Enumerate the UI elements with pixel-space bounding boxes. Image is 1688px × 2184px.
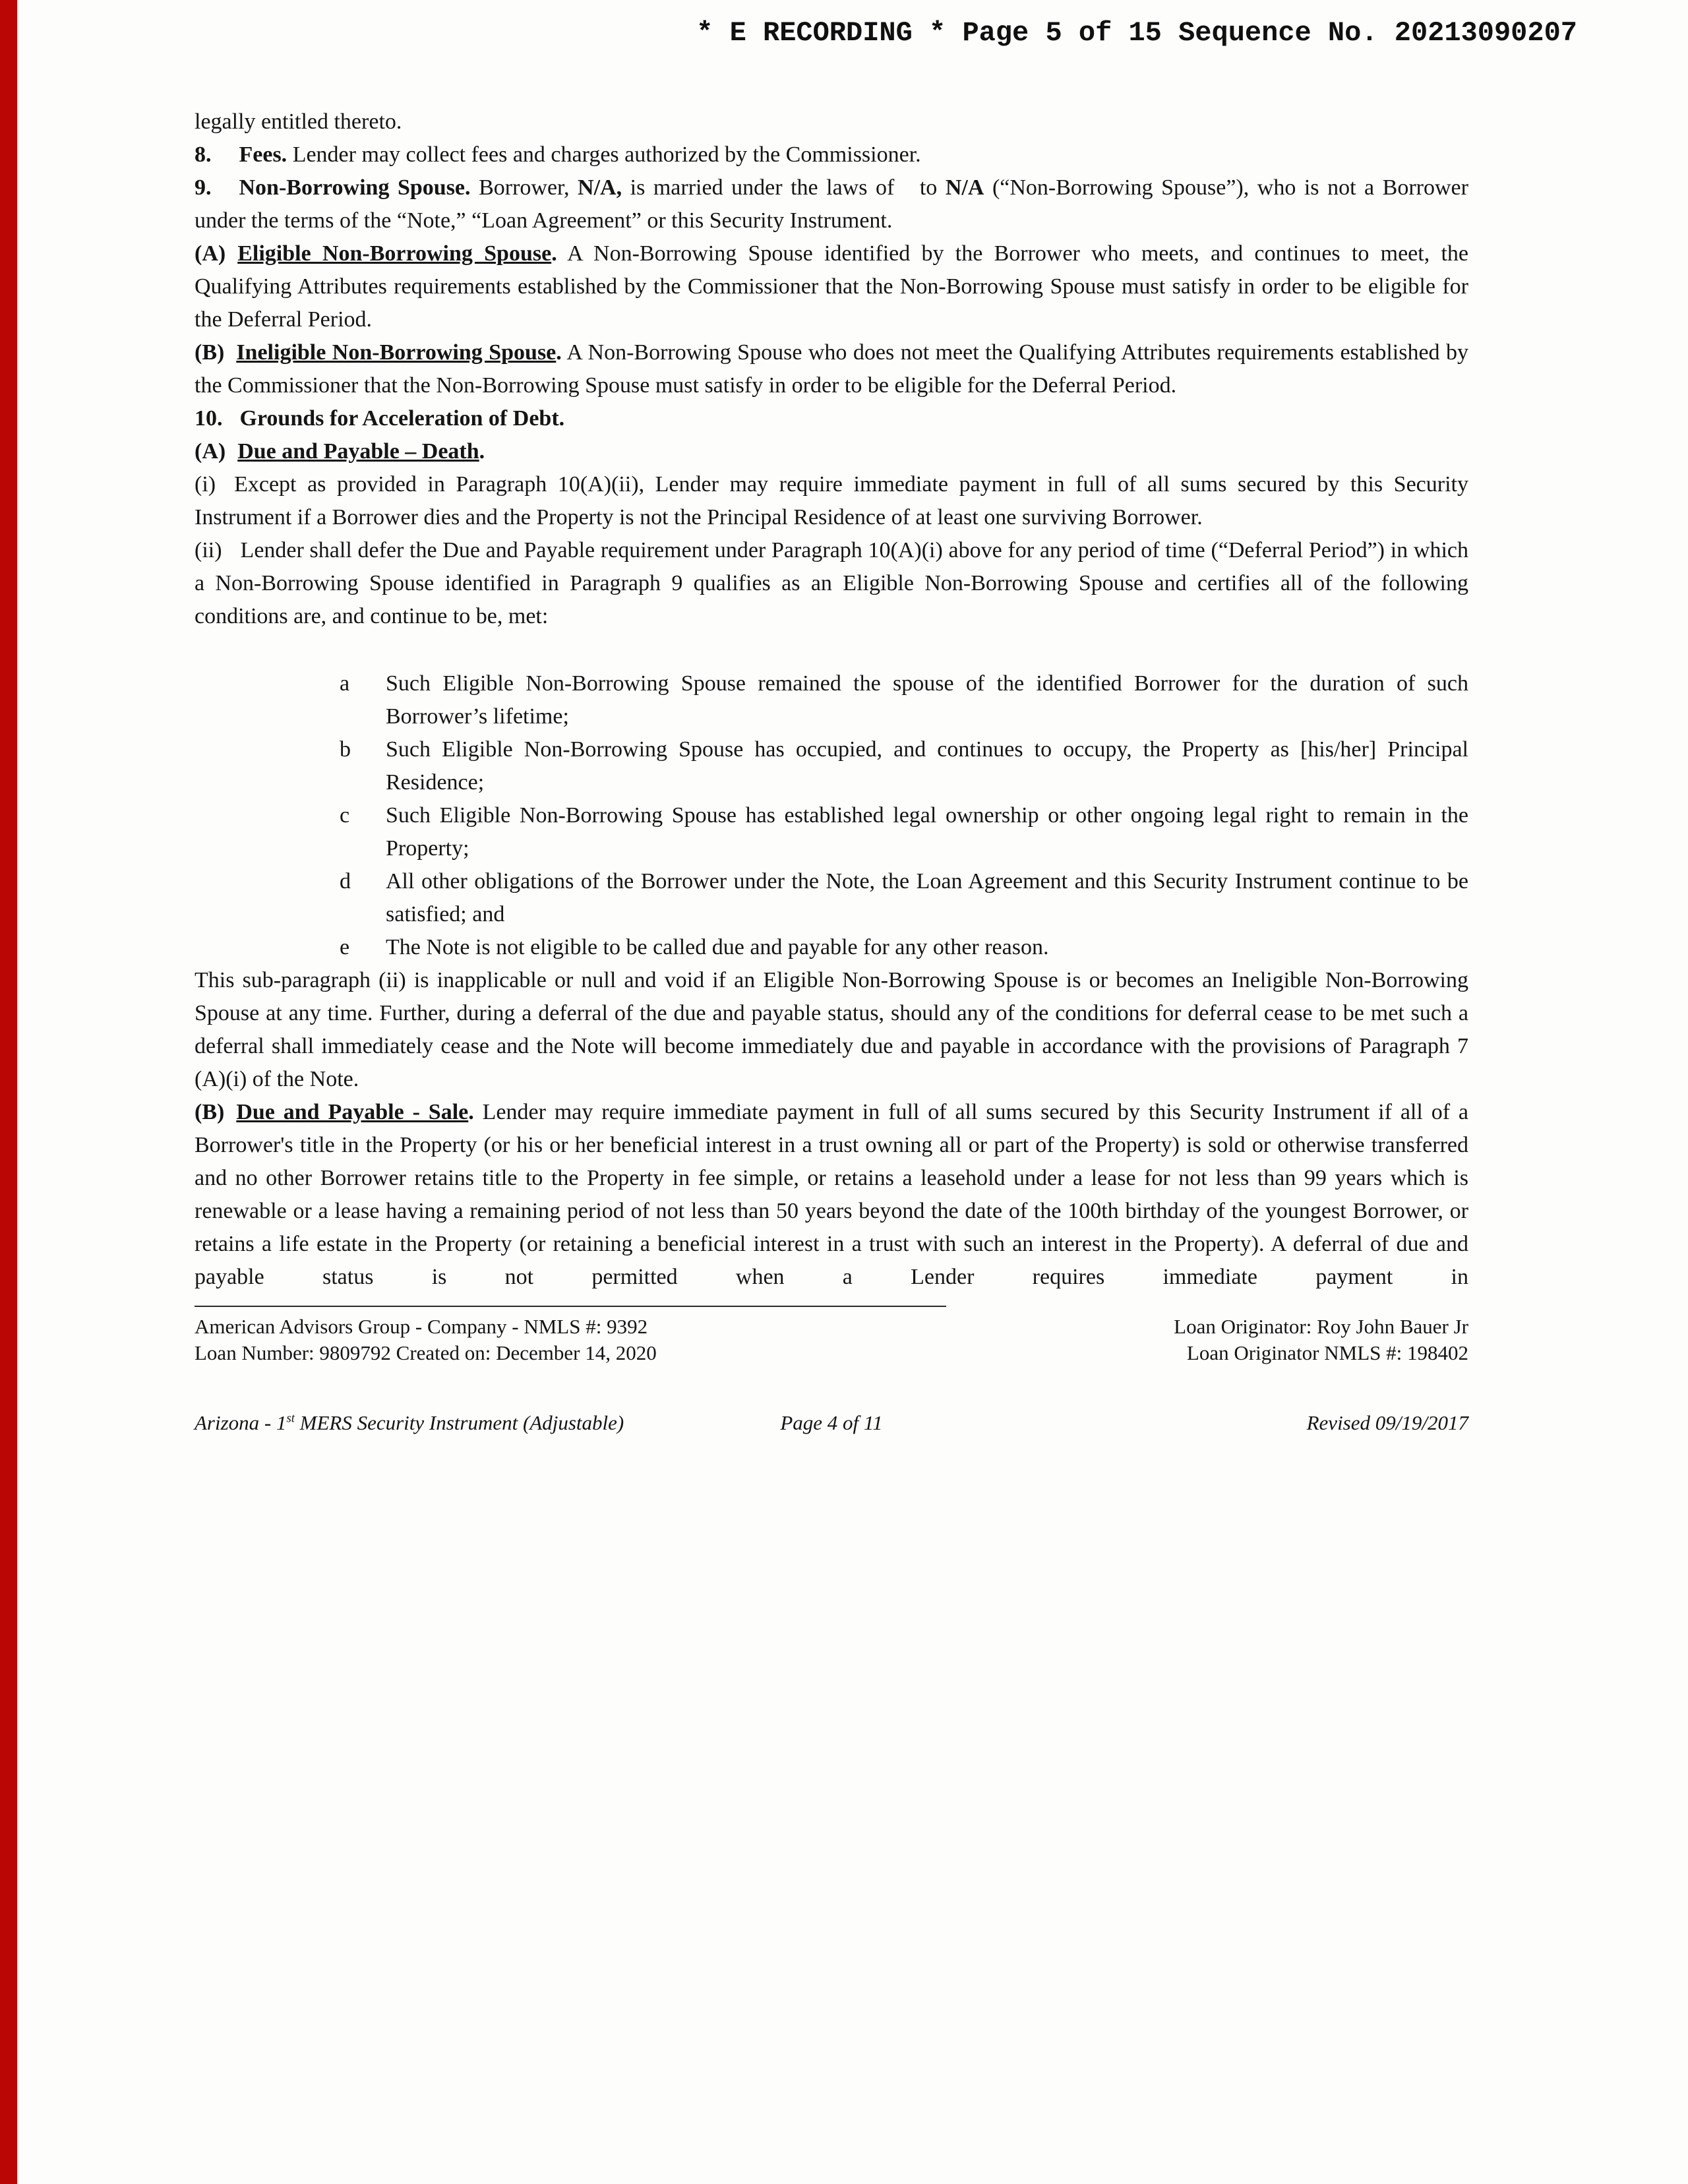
document-title [195, 1410, 729, 1436]
section-9b-text: A Non-Borrowing Spouse who does not meet the Qualifying Attributes requirements established by the Commissioner that the Non-Borrowing Spouse must satisfy in order to be eligible for the Deferral Period. [195, 340, 1469, 398]
company-nmls-line: American Advisors Group - Company - NMLS #: 9392 [195, 1315, 648, 1338]
section-8-fees [195, 138, 1468, 171]
section-8-text: Lender may collect fees and charges authorized by the Commissioner. [287, 142, 921, 167]
condition-c-text: Such Eligible Non-Borrowing Spouse has established legal ownership or other ongoing legal right to remain in the Property; [386, 803, 1468, 861]
condition-a-marker: a [340, 671, 350, 696]
footer-meta-row [195, 1410, 1468, 1436]
section-9-na-2: N/A [945, 175, 984, 200]
footer-id-block [195, 1314, 1468, 1366]
condition-b-text: Such Eligible Non-Borrowing Spouse has occupied, and continues to occupy, the Property as [his/her] Principal Residence; [386, 737, 1468, 795]
section-9b-ineligible-spouse [195, 336, 1468, 402]
condition-item-d [340, 865, 1468, 931]
section-10a-number: (A) [195, 439, 226, 464]
section-9a-text: A Non-Borrowing Spouse identified by the Borrower who meets, and continues to meet, the Qualifying Attributes requirements established by the Commissioner that the Non-Borrowing Spouse must satisfy in order to be eligible for the Deferral Period. [195, 241, 1468, 332]
condition-e-text: The Note is not eligible to be called due and payable for any other reason. [386, 935, 1049, 959]
section-9-text-3: (“Non-Borrowing Spouse”), who is not a Borrower under the terms of the “Note,” “Loan Agreement” or this Security Instrument. [195, 175, 1468, 233]
clause-10a-ii-text: Lender shall defer the Due and Payable requirement under Paragraph 10(A)(i) above for any period of time (“Deferral Period”) in which a Non-Borrowing Spouse identified in Paragraph 9 qualifies as an Eligible Non-Borrowing Spouse and certifies all of the following conditions are, and continue to be, met: [195, 538, 1468, 628]
section-8-number: 8. [195, 142, 212, 167]
section-9a-title: Eligible Non-Borrowing Spouse [237, 241, 552, 266]
section-9a-period: . [551, 241, 557, 266]
recording-header: * E RECORDING * Page 5 of 15 Sequence No. 20213090207 [696, 17, 1577, 49]
section-9a-eligible-spouse [195, 237, 1468, 336]
footer-left-column [195, 1314, 657, 1366]
condition-d-text: All other obligations of the Borrower under the Note, the Loan Agreement and this Security Instrument continue to be satisfied; and [386, 869, 1468, 926]
continuation-text: legally entitled thereto. [195, 109, 402, 134]
condition-e-marker: e [340, 935, 350, 959]
condition-item-c [340, 799, 1468, 865]
condition-c-marker: c [340, 803, 350, 828]
condition-item-e [340, 931, 1468, 964]
condition-b-marker: b [340, 737, 351, 762]
section-10a-heading [195, 435, 1468, 468]
section-9-title: Non-Borrowing Spouse. [239, 175, 471, 200]
originator-nmls-line: Loan Originator NMLS #: 198402 [1186, 1341, 1468, 1364]
footer-rule [195, 1306, 946, 1307]
document-title-prefix: Arizona - 1 [195, 1411, 287, 1434]
section-9-number: 9. [195, 175, 212, 200]
subparagraph-closing: This sub-paragraph (ii) is inapplicable or null and void if an Eligible Non-Borrowing Spouse is or becomes an Ineligible Non-Borrowing Spouse at any time. Further, during a deferral of the due and payable status, should any of the conditions for deferral cease to be met such a deferral shall immediately cease and the Note will become immediately due and payable in accordance with the provisions of Paragraph 7 (A)(i) of the Note. [195, 968, 1468, 1091]
section-9b-number: (B) [195, 340, 225, 365]
condition-item-a [340, 667, 1468, 733]
document-title-superscript: st [286, 1411, 295, 1426]
document-title-suffix: MERS Security Instrument (Adjustable) [294, 1411, 624, 1434]
section-10b-period: . [468, 1100, 474, 1124]
footer-right-column [1174, 1314, 1468, 1366]
section-9-text-2b: to [919, 175, 946, 200]
condition-a-text: Such Eligible Non-Borrowing Spouse remained the spouse of the identified Borrower for the duration of such Borrower’s lifetime; [386, 671, 1468, 729]
conditions-list [340, 667, 1468, 964]
section-10-heading [195, 402, 1468, 435]
document-footer [195, 1306, 1468, 1436]
section-10a-title: Due and Payable – Death [237, 439, 479, 464]
section-9b-period: . [556, 340, 562, 365]
section-9-na-1: N/A, [578, 175, 622, 200]
section-10b-title: Due and Payable - Sale [236, 1100, 469, 1124]
condition-item-b [340, 733, 1468, 799]
loan-number-line: Loan Number: 9809792 Created on: December 14, 2020 [195, 1341, 657, 1364]
section-8-title: Fees. [239, 142, 287, 167]
clause-10a-i-number: (i) [195, 472, 216, 497]
section-9-non-borrowing-spouse [195, 171, 1468, 237]
revision-date: Revised 09/19/2017 [1306, 1411, 1468, 1434]
loan-originator-line: Loan Originator: Roy John Bauer Jr [1174, 1315, 1468, 1338]
page-number: Page 4 of 11 [780, 1411, 883, 1434]
e-recording-bar [0, 0, 17, 2184]
section-9-text-1: Borrower, [470, 175, 578, 200]
section-10b-number: (B) [195, 1100, 225, 1124]
clause-10a-i [195, 468, 1468, 534]
clause-10a-ii-number: (ii) [195, 538, 222, 562]
section-9b-title: Ineligible Non-Borrowing Spouse [236, 340, 557, 365]
section-10a-period: . [479, 439, 485, 464]
section-10b-due-payable-sale [195, 1096, 1468, 1294]
section-9a-number: (A) [195, 241, 226, 266]
document-body [195, 106, 1468, 1294]
condition-d-marker: d [340, 869, 351, 894]
section-9-text-2: is married under the laws of [622, 175, 903, 200]
section-10b-text: Lender may require immediate payment in full of all sums secured by this Security Instrument if all of a Borrower's title in the Property (or his or her beneficial interest in a trust owning all or part of the Property) is sold or otherwise transferred and no other Borrower retains title to the Property in fee simple, or retains a leasehold under a lease for not less than 99 years which is renewable or a lease having a remaining period of not less than 50 years beyond the date of the 100th birthday of the youngest Borrower, or retains a life estate in the Property (or retaining a beneficial interest in a trust with such an interest in the Property). A deferral of due and payable status is not permitted when a Lender requires immediate payment in [195, 1100, 1469, 1289]
clause-10a-i-text: Except as provided in Paragraph 10(A)(ii), Lender may require immediate payment in full of all sums secured by this Security Instrument if a Borrower dies and the Property is not the Principal Residence of at least one surviving Borrower. [195, 472, 1468, 530]
clause-10a-ii [195, 534, 1468, 633]
section-10-title: Grounds for Acceleration of Debt. [239, 406, 565, 431]
section-10-number: 10. [195, 406, 223, 431]
